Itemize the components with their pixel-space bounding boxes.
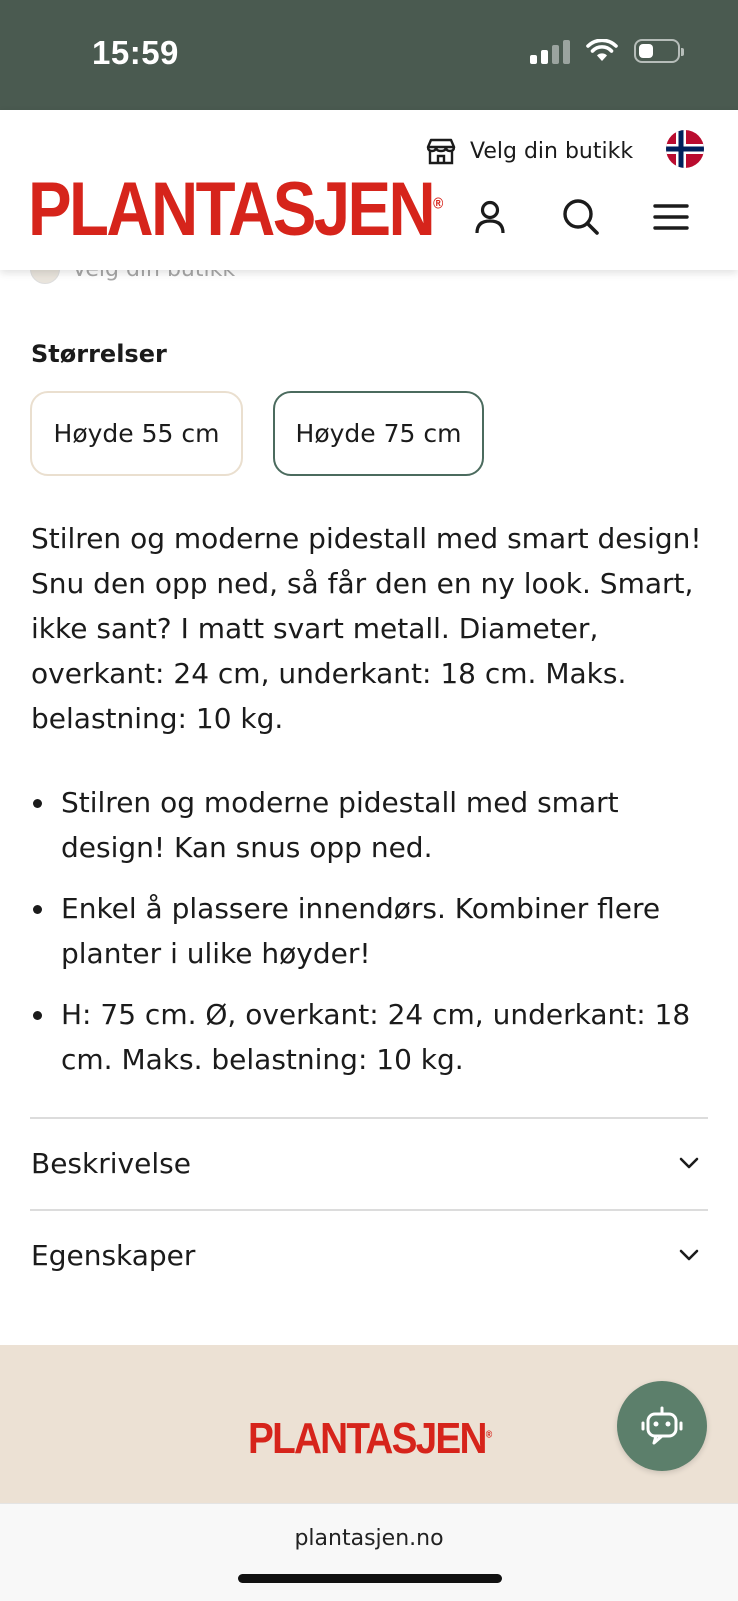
accordion-properties[interactable] xyxy=(31,1210,707,1300)
footer-logo-text: PLANTASJEN xyxy=(248,1414,486,1463)
logo-text: PLANTASJEN xyxy=(28,167,434,252)
footer-logo[interactable] xyxy=(248,1414,493,1463)
battery-icon xyxy=(634,39,680,63)
account-icon[interactable] xyxy=(469,196,511,238)
search-icon[interactable] xyxy=(560,196,602,238)
list-item: Enkel å plassere innendørs. Kombiner flere planter i ulike høyder! xyxy=(31,886,721,976)
url-text: plantasjen.no xyxy=(294,1526,444,1551)
product-features-list xyxy=(31,780,721,1098)
accordion-label: Beskrivelse xyxy=(31,1146,191,1180)
size-option-55cm[interactable] xyxy=(30,391,243,476)
choose-store-label: Velg din butikk xyxy=(470,138,634,164)
list-item: H: 75 cm. Ø, overkant: 24 cm, underkant: 18 cm. Maks. belastning: 10 kg. xyxy=(31,992,721,1082)
footer-logo-registered-mark: ® xyxy=(485,1429,493,1441)
logo-registered-mark: ® xyxy=(433,195,444,213)
sizes-heading: Størrelser xyxy=(31,340,167,368)
site-logo[interactable] xyxy=(28,167,444,252)
menu-icon[interactable] xyxy=(650,196,692,238)
site-header xyxy=(0,110,738,270)
home-indicator[interactable] xyxy=(238,1574,502,1583)
status-icons xyxy=(530,38,680,64)
chevron-down-icon xyxy=(677,1151,701,1175)
wifi-icon xyxy=(586,39,618,63)
chevron-down-icon xyxy=(677,1243,701,1267)
chat-bot-icon xyxy=(640,1404,684,1448)
size-option-label: Høyde 55 cm xyxy=(53,419,220,448)
choose-store-link[interactable] xyxy=(426,136,633,166)
product-description: Stilren og moderne pidestall med smart design! Snu den opp ned, så får den en ny look. Smart, ikke sant? I matt svart metall. Diameter, overkant: 24 cm, underkant: 18 cm. Maks. belastning: 10 kg. xyxy=(31,522,702,735)
chat-bot-button[interactable] xyxy=(617,1381,707,1471)
browser-address-bar[interactable] xyxy=(0,1503,738,1601)
size-option-75cm[interactable] xyxy=(273,391,484,476)
accordion-description[interactable] xyxy=(31,1118,707,1208)
status-time: 15:59 xyxy=(92,34,179,71)
status-bar xyxy=(0,0,738,110)
size-option-label: Høyde 75 cm xyxy=(295,419,462,448)
norway-flag-icon[interactable] xyxy=(666,130,704,168)
store-icon xyxy=(426,136,456,166)
list-item: Stilren og moderne pidestall med smart design! Kan snus opp ned. xyxy=(31,780,721,870)
cellular-signal-icon xyxy=(530,38,570,64)
accordion-label: Egenskaper xyxy=(31,1238,196,1272)
